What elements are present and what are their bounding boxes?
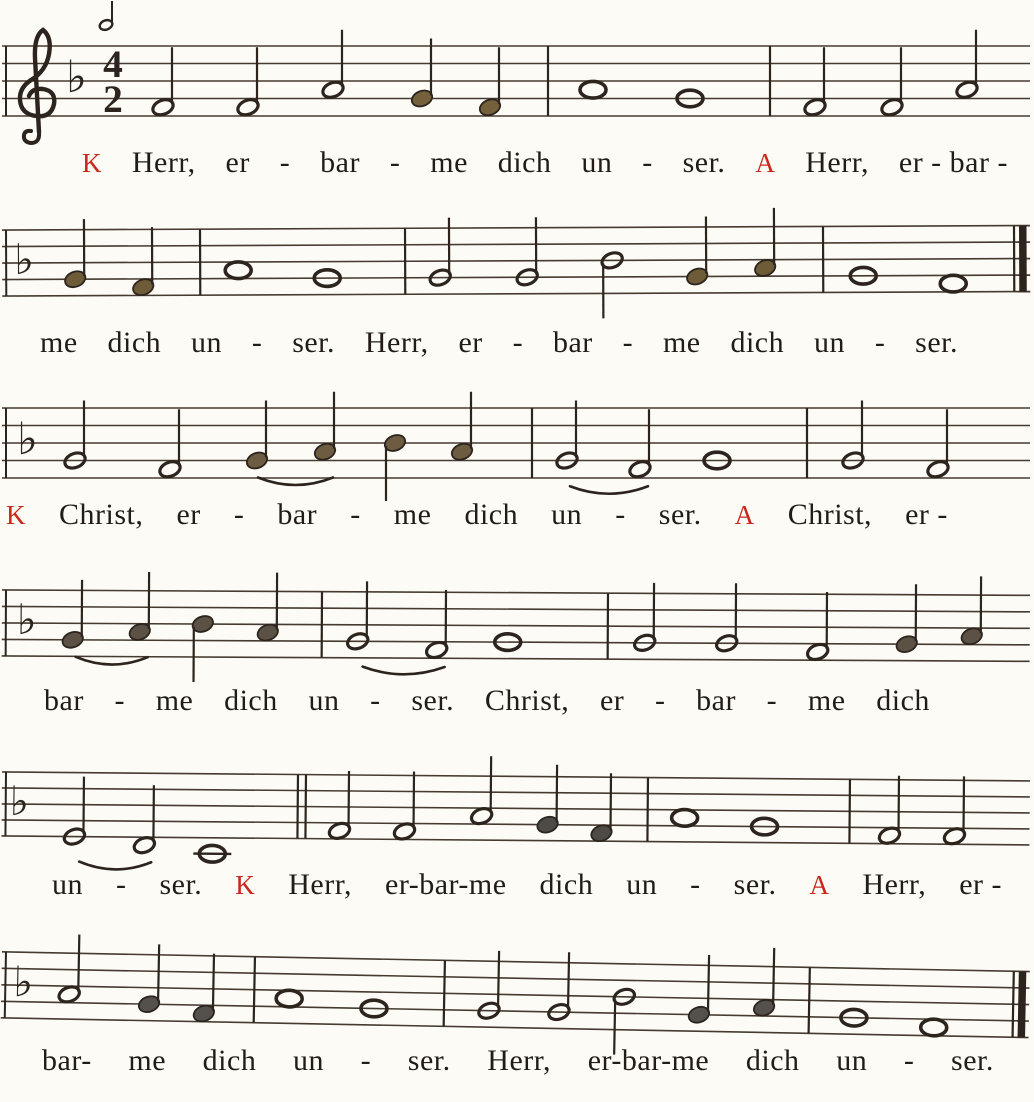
note-stem (773, 948, 774, 1005)
lyric-syllable: er (458, 326, 483, 359)
start-barline (5, 772, 6, 836)
lyric-syllable: - (251, 326, 263, 359)
lyric-syllable: me (40, 326, 78, 359)
staff-line (2, 226, 1030, 230)
note-F4-q (478, 47, 503, 118)
note-A4-w (580, 81, 606, 98)
staff-line (2, 590, 1030, 595)
note-F4-h (803, 47, 828, 117)
alle-marker: A (809, 870, 830, 900)
slur (570, 486, 648, 494)
lyric-syllable: dich (464, 498, 519, 531)
note-A4-h (955, 30, 980, 100)
whole-notehead (940, 275, 966, 292)
lyric-syllable: dich (497, 146, 552, 179)
lyric-syllable: Herr, (131, 146, 196, 179)
lyric-syllable: dich (202, 1044, 257, 1077)
note-Bb4-q (383, 432, 408, 501)
lyrics-line-1 (82, 146, 1008, 186)
flat-sign-icon: ♭ (9, 776, 30, 826)
note-A4-q (450, 392, 475, 463)
lyric-syllable: - (389, 146, 401, 179)
lyric-syllable: er (176, 498, 201, 531)
whole-notehead (580, 81, 606, 98)
lyric-syllable: me (393, 498, 432, 531)
note-stem (213, 954, 214, 1011)
barline (254, 957, 255, 1023)
whole-notehead (921, 1019, 947, 1036)
lyric-syllable: ser. (159, 868, 203, 901)
lyric-syllable: - (615, 498, 626, 531)
staff-line (2, 606, 1030, 611)
lyric-syllable: Christ, (59, 498, 144, 531)
start-barline (5, 952, 6, 1018)
note-A4-h (321, 30, 346, 100)
lyric-syllable: ser. (951, 1044, 994, 1077)
whole-notehead (225, 262, 251, 279)
lyric-syllable: Christ, (787, 498, 873, 531)
note-G4-q (410, 39, 435, 110)
note-F4-w (921, 1019, 947, 1036)
lyric-syllable: bar- (42, 1044, 92, 1077)
flat-sign-icon: ♭ (12, 957, 34, 1007)
lyric-syllable: dich (730, 326, 785, 359)
note-F4-h (158, 409, 183, 479)
lyric-syllable: - (370, 684, 381, 717)
lyric-syllable: dich (876, 684, 930, 717)
staff-line (2, 623, 1030, 628)
staff-line (1, 1018, 1029, 1038)
lyric-syllable: Herr, (288, 868, 353, 901)
note-stem (568, 952, 569, 1009)
lyric-syllable: Herr, (805, 146, 869, 179)
lyric-syllable: - (279, 146, 291, 179)
lyric-syllable: bar (320, 146, 360, 179)
note-stem (158, 944, 159, 1001)
staff-line (2, 788, 1030, 797)
lyric-syllable: me (430, 146, 468, 179)
barline (849, 779, 850, 843)
lyric-syllable: un (836, 1044, 868, 1077)
lyric-syllable: un (813, 326, 845, 359)
note-A4-w (225, 262, 251, 279)
staff-line (2, 952, 1030, 972)
lyric-syllable: Christ, (484, 684, 570, 717)
staff-line (2, 804, 1030, 813)
time-signature-numerator: 4 (103, 42, 123, 86)
staff-system-3 (2, 392, 1030, 501)
time-signature-denominator: 2 (103, 77, 123, 121)
lyric-syllable: - (350, 498, 361, 531)
staff-system-2 (2, 207, 1030, 321)
note-F4-h (236, 47, 261, 117)
lyric-syllable: un (52, 868, 83, 901)
lyric-syllable: - (903, 1044, 915, 1077)
kantor-marker: K (6, 500, 26, 530)
lyric-syllable: me (807, 684, 846, 717)
lyric-syllable: me (662, 326, 701, 359)
lyric-syllable: - (766, 684, 778, 717)
double-barline (297, 775, 298, 839)
lyrics-line-3 (6, 498, 948, 538)
whole-notehead (276, 990, 302, 1007)
slur (363, 667, 445, 675)
lyric-syllable: un (626, 868, 658, 901)
note-A4-w (276, 990, 302, 1007)
flat-sign-icon: ♭ (14, 234, 35, 284)
final-barline-thick (1019, 226, 1027, 292)
lyric-syllable: ser. (682, 146, 726, 179)
lyric-syllable: - (233, 498, 245, 531)
lyric-syllable: - (512, 326, 524, 359)
kantor-marker: K (235, 870, 256, 900)
lyric-syllable: ser. (915, 326, 958, 359)
note-F4-h (151, 47, 176, 117)
lyric-syllable: - (114, 684, 126, 717)
lyric-syllable: er - (905, 498, 948, 531)
lyric-syllable: - (115, 868, 127, 901)
lyric-syllable: dich (745, 1044, 800, 1077)
lyric-syllable: er-bar-me (385, 868, 507, 901)
slur (76, 657, 148, 665)
lyric-syllable: bar (552, 326, 593, 359)
note-A4-w (672, 809, 698, 826)
lyric-syllable: ser. (658, 498, 702, 531)
alle-marker: A (755, 148, 776, 178)
note-G4-q (535, 765, 561, 836)
staff-line (2, 656, 1030, 661)
note-Bb4-q (190, 613, 215, 682)
lyric-syllable: er - (959, 868, 1002, 901)
lyric-syllable: un (551, 498, 583, 531)
lyric-syllable: - (654, 684, 666, 717)
barline (444, 960, 445, 1026)
lyric-syllable: Herr, (364, 326, 429, 359)
staff-line (2, 292, 1030, 296)
note-stem (708, 955, 709, 1012)
staff-system-1 (2, 1, 1030, 143)
staff-line (2, 968, 1030, 988)
note-F4-w (940, 275, 966, 292)
note-stem (78, 935, 79, 992)
staff-system-4 (2, 571, 1031, 686)
note-F4-h (926, 409, 951, 479)
note-F4-h (880, 47, 905, 117)
staff-line (2, 242, 1030, 246)
lyric-syllable: bar (277, 498, 318, 531)
lyric-syllable: ser. (733, 868, 777, 901)
staff-line (2, 259, 1030, 263)
barline (647, 778, 648, 842)
lyric-syllable: er-bar-me (587, 1044, 710, 1077)
lyric-syllable: - (874, 326, 886, 359)
lyric-syllable: ser. (292, 326, 336, 359)
lyric-syllable: Herr, (862, 868, 927, 901)
lyric-syllable: me (128, 1044, 167, 1077)
flat-sign-icon: ♭ (16, 595, 37, 645)
note-F4-h (628, 409, 653, 479)
final-barline-thin (1013, 971, 1014, 1037)
whole-notehead (672, 809, 698, 826)
staff-line (2, 820, 1030, 829)
lyric-syllable: me (155, 684, 194, 717)
lyric-syllable: Herr, (487, 1044, 552, 1077)
treble-clef-hook (24, 131, 39, 143)
lyrics-line-2 (40, 326, 958, 366)
lyric-syllable: un (308, 684, 340, 717)
final-barline-thick (1018, 971, 1027, 1037)
lyric-syllable: - (360, 1044, 372, 1077)
lyric-syllable: dich (539, 868, 594, 901)
lyrics-line-4 (44, 684, 930, 724)
lyric-syllable: dich (224, 684, 278, 717)
flat-sign-icon: ♭ (66, 51, 88, 103)
double-barline (305, 775, 306, 839)
kantor-marker: K (82, 148, 102, 178)
lyric-syllable: er - bar - (898, 146, 1008, 179)
alle-marker: A (734, 500, 755, 530)
lyric-syllable: bar (44, 684, 84, 717)
lyric-syllable: un (191, 326, 222, 359)
lyric-syllable: bar (696, 684, 736, 717)
lyric-syllable: - (690, 868, 701, 901)
lyric-syllable: er (225, 146, 250, 179)
lyric-syllable: er (599, 684, 625, 717)
note-G4-q (245, 401, 270, 472)
lyrics-line-6 (42, 1044, 994, 1084)
staff-line (2, 772, 1030, 781)
lyric-syllable: dich (107, 326, 162, 359)
lyrics-line-5 (52, 868, 1002, 908)
barline (809, 967, 810, 1033)
staff-system-5 (1, 752, 1030, 877)
flat-sign-icon: ♭ (17, 413, 39, 465)
staff-line (2, 639, 1030, 644)
note-stem (498, 951, 499, 1008)
note-A4-q (313, 392, 338, 463)
lyric-syllable: - (622, 326, 634, 359)
lyric-syllable: ser. (407, 1044, 451, 1077)
lyric-syllable: ser. (411, 684, 455, 717)
note-C4-w (193, 845, 231, 862)
lyric-syllable: un (292, 1044, 324, 1077)
lyric-syllable: - (642, 146, 653, 179)
lyric-syllable: un (581, 146, 613, 179)
